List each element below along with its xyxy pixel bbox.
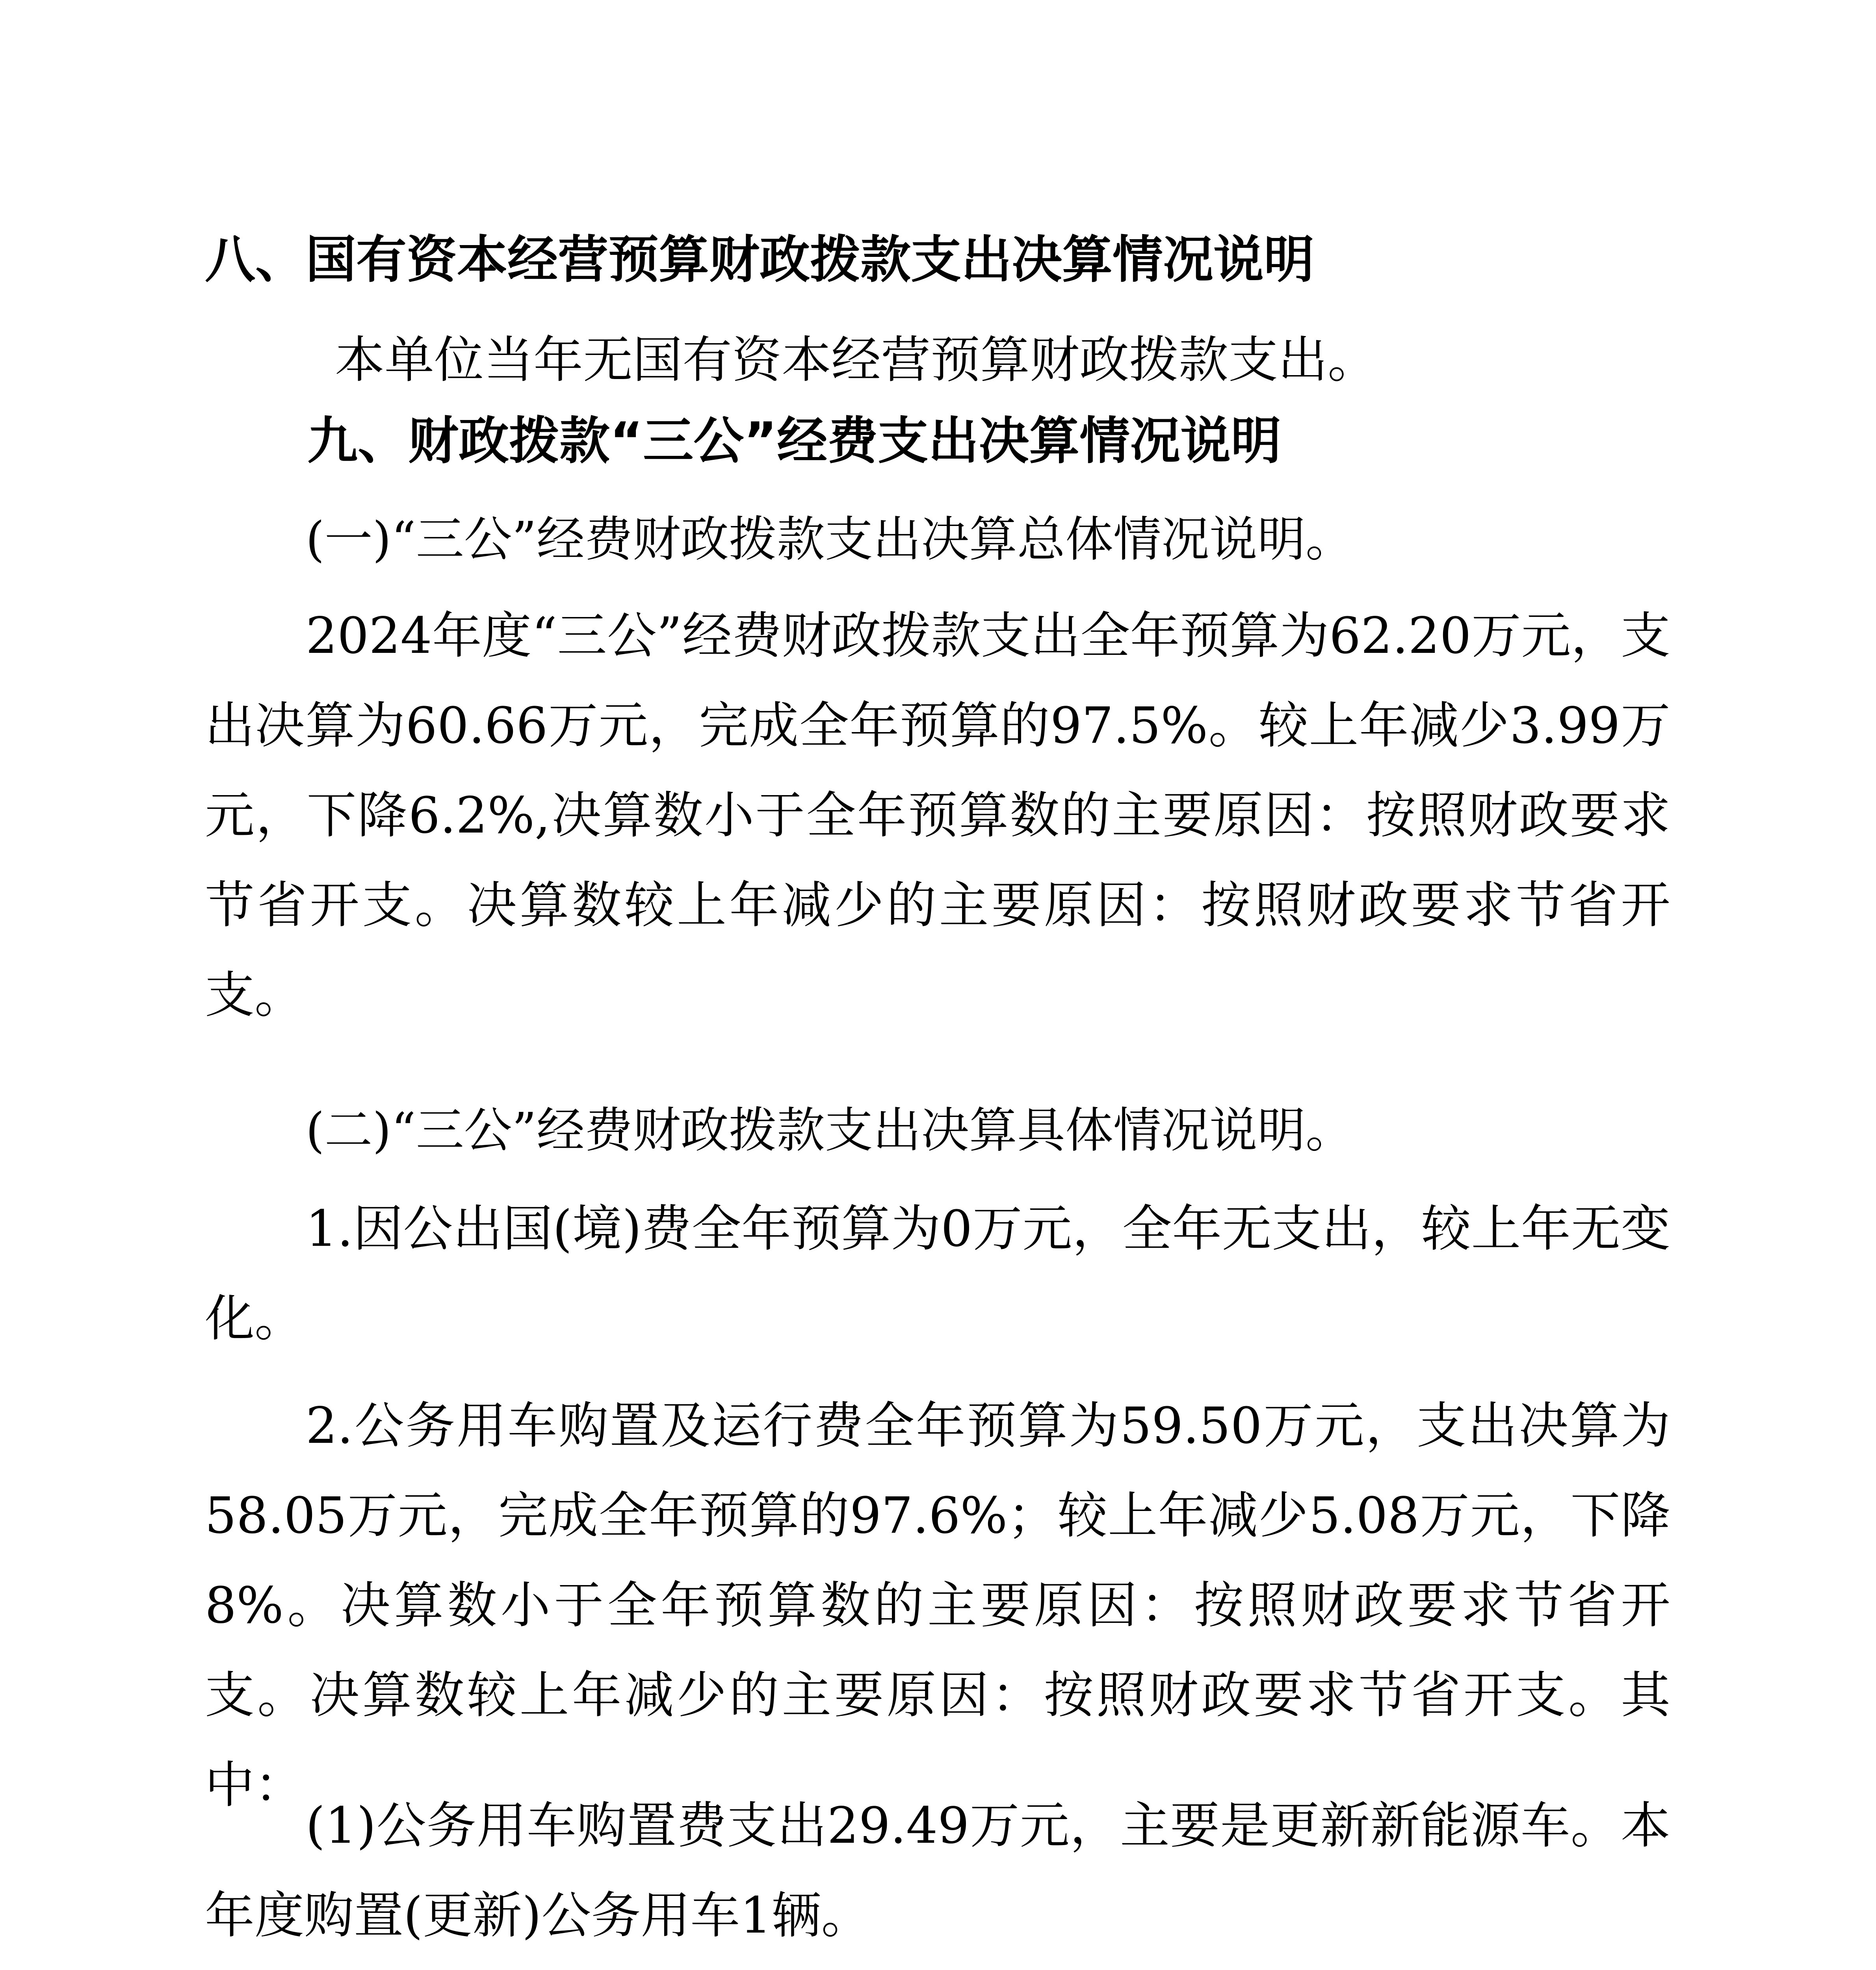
subsection-1-title-block [205,494,1670,584]
section-9-title: 九、财政拨款“三公”经费支出决算情况说明 [307,412,1282,470]
item-2-block [205,1381,1670,1830]
item-1-block [205,1184,1670,1364]
subsection-2-title: (二)“三公”经费财政拨款支出决算具体情况说明。 [306,1102,1354,1158]
section-9-title-block [205,412,1670,471]
section-8-title-block [205,230,1670,290]
section-8-body-block [205,315,1670,405]
subsection-2-title-block [205,1085,1670,1175]
subsection-1-body: 2024年度“三公”经费财政拨款支出全年预算为62.20万元，支出决算为60.66万元，完成全年预算的97.5%。较上年减少3.99万元，下降6.2%,决算数小于全年预算数的主要原因：按照财政要求节省开支。决算数较上年减少的主要原因：按照财政要求节省开支。 [205,607,1670,1024]
item-2-1-block [205,1781,1670,1961]
item-2-1-paragraph: (1)公务用车购置费支出29.49万元，主要是更新新能源车。本年度购置(更新)公务用车1辆。 [205,1797,1670,1944]
section-8-title: 八、国有资本经营预算财政拨款支出决算情况说明 [205,230,1315,289]
section-8-body: 本单位当年无国有资本经营预算财政拨款支出。 [335,331,1377,389]
subsection-1-body-block [205,591,1670,1040]
subsection-1-title: (一)“三公”经费财政拨款支出决算总体情况说明。 [306,511,1354,567]
item-1-paragraph: 1.因公出国(境)费全年预算为0万元，全年无支出，较上年无变化。 [205,1200,1670,1347]
item-2-paragraph: 2.公务用车购置及运行费全年预算为59.50万元，支出决算为58.05万元，完成全年预算的97.6%；较上年减少5.08万元，下降8%。决算数小于全年预算数的主要原因：按照财政要求节省开支。决算数较上年减少的主要原因：按照财政要求节省开支。其中： [205,1397,1670,1814]
